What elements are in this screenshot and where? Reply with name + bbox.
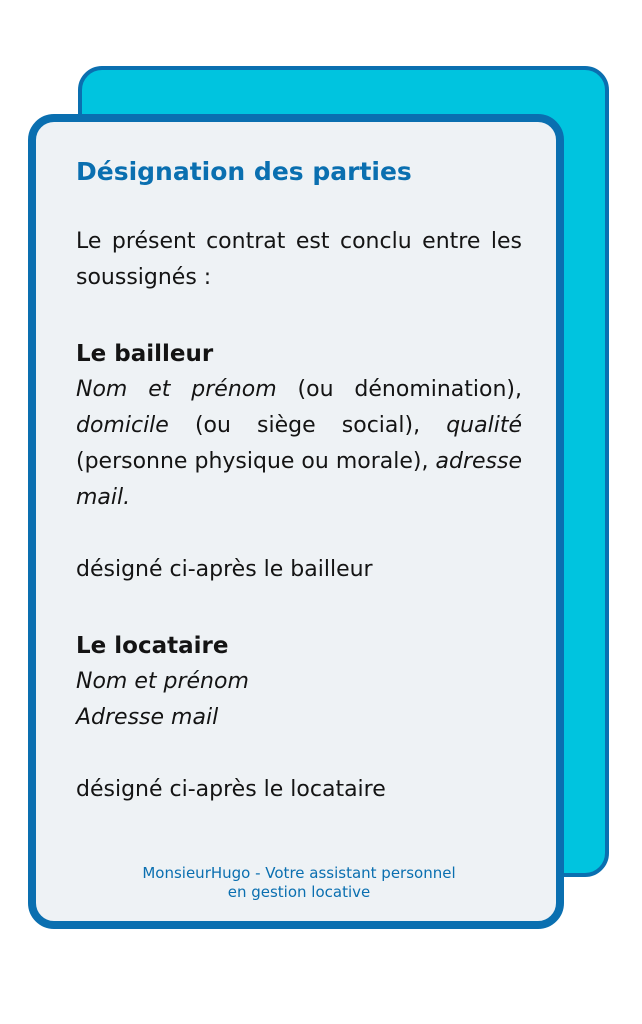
locataire-field-name: Nom et prénom [76,669,249,694]
bailleur-text-3: (personne physique ou morale), [76,449,436,474]
locataire-description [76,664,522,736]
locataire-field-email: Adresse mail [76,705,219,730]
bailleur-field-domicile: domicile [76,413,169,438]
intro-paragraph: Le présent contrat est conclu entre les soussignés : [76,229,522,290]
document-content [76,150,522,808]
locataire-designation: désigné ci-après le locataire [76,777,386,802]
locataire-heading: Le locataire [76,633,229,659]
bailleur-description [76,372,522,516]
bailleur-field-qualite: qualité [446,413,522,438]
bailleur-heading: Le bailleur [76,341,214,367]
footer-branding [76,864,522,902]
footer-line-2: en gestion locative [227,883,371,901]
bailleur-field-email: adresse mail. [76,449,522,510]
bailleur-text-1: (ou dénomination), [276,377,522,402]
footer-line-1: MonsieurHugo - Votre assistant personnel [142,864,456,882]
bailleur-text-2: (ou siège social), [168,413,447,438]
page-title: Désignation des parties [76,157,412,186]
bailleur-designation: désigné ci-après le bailleur [76,557,373,582]
bailleur-field-name: Nom et prénom [76,377,277,402]
